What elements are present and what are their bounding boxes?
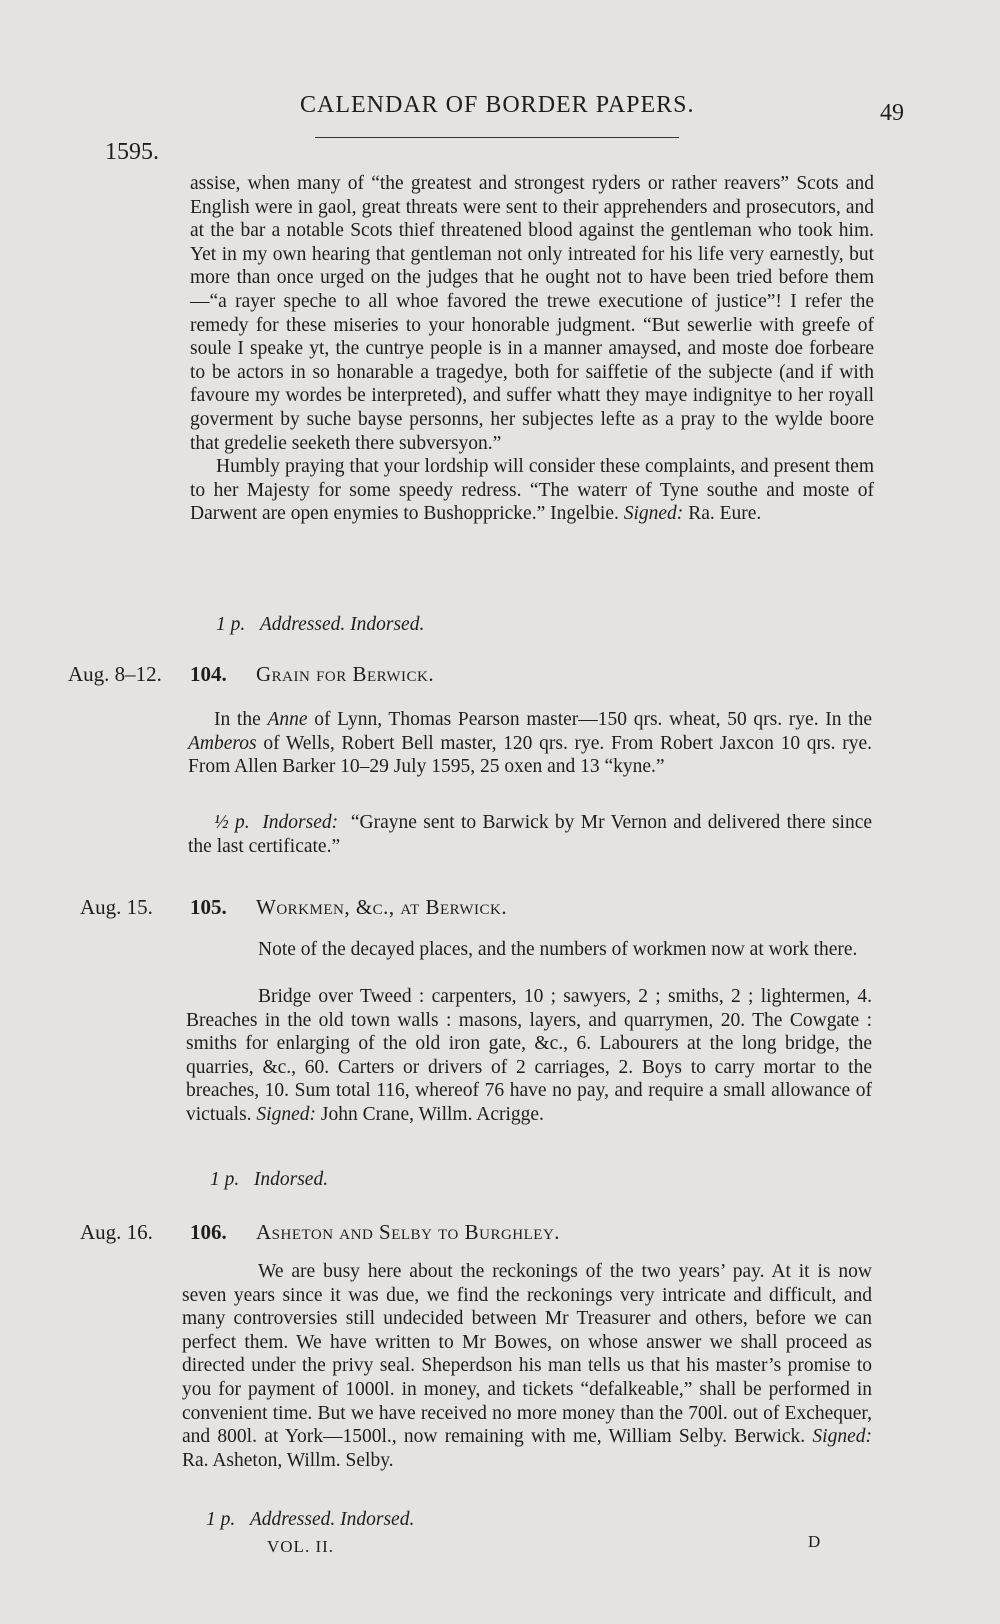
indorsed-label: Indorsed: bbox=[262, 812, 339, 833]
closing-paragraph bbox=[190, 455, 874, 526]
margin-year: 1595. bbox=[105, 139, 159, 165]
body-text: We are busy here about the reckonings of the two years’ pay. At it is now seven years since it was due, we find the reckonings very intricate and difficult, and many controversies still undecided between Mr Treasurer and others, before we can perfect them. We have written to Mr Bowes, on whose answer we shall proceed as directed under the privy seal. Sheperdson his man tells us that his master’s promise to you for payment of 1000l. in money, and tickets “defalkeable,” shall be performed in convenient time. But we have received no more money than the 700l. out of Exchequer, and 800l. at York—1500l., now remaining with me, William Selby. Berwick. bbox=[182, 1261, 872, 1448]
body-text: Bridge over Tweed : carpenters, 10 ; sawyers, 2 ; smiths, 2 ; lightermen, 4. Breaches in the old town walls : masons, layers, and quarrymen, 20. The Cowgate : smiths for enlarging of the old iron gate, &c., 6. Labourers at the long bridge, the quarries, &c., 60. Carters or drivers of 2 carriages, 2. Boys to carry mortar to the breaches, 10. Sum total 116, whereof 76 have no pay, and require a small allowance of victuals. bbox=[186, 986, 872, 1125]
entry-106-meta bbox=[206, 1508, 414, 1532]
entry-104-meta bbox=[188, 811, 872, 858]
endorsement-notes: Addressed. Indorsed. bbox=[259, 614, 425, 635]
entry-105-meta bbox=[210, 1168, 328, 1192]
body-text: of Lynn, Thomas Pearson master—150 qrs. wheat, 50 qrs. rye. In the bbox=[307, 709, 872, 730]
entry-105-paragraph bbox=[186, 985, 872, 1127]
entry-106-title: Asheton and Selby to Burghley. bbox=[256, 1220, 561, 1244]
ship-name: Amberos bbox=[188, 732, 257, 754]
entry-105-intro: Note of the decayed places, and the numbers of workmen now at work there. bbox=[258, 939, 858, 960]
body-text: In the bbox=[214, 709, 268, 730]
entry-106-paragraph bbox=[182, 1260, 872, 1472]
footer-volume: VOL. II. bbox=[267, 1537, 335, 1556]
body-text: of Wells, Robert Bell master, 120 qrs. rye. From Robert Jaxcon 10 qrs. rye. From Allen Barker 10–29 July 1595, 25 oxen and 13 “kyne.” bbox=[188, 732, 872, 778]
entry-104-number: 104. bbox=[190, 662, 227, 686]
page-count: 1 p. bbox=[206, 1509, 236, 1530]
continuation-meta bbox=[216, 613, 424, 637]
entry-106-number: 106. bbox=[190, 1220, 227, 1244]
footer-signature-mark: D bbox=[808, 1532, 821, 1551]
signer-names: John Crane, Willm. Acrigge. bbox=[320, 1103, 544, 1125]
page-number: 49 bbox=[880, 100, 904, 126]
entry-105-body bbox=[186, 985, 872, 1127]
page-count: 1 p. bbox=[210, 1169, 240, 1190]
running-header-title: CALENDAR OF BORDER PAPERS. bbox=[300, 92, 695, 118]
signed-label: Signed: bbox=[623, 503, 684, 525]
entry-104-title: Grain for Berwick. bbox=[256, 662, 435, 686]
indorsed-text: “Grayne sent to Barwick by Mr Vernon and delivered there since the last certificate.” bbox=[188, 812, 873, 857]
signer-names: Ra. Asheton, Willm. Selby. bbox=[182, 1449, 394, 1471]
entry-104-date: Aug. 8–12. bbox=[68, 662, 162, 686]
page-count: ½ p. bbox=[214, 812, 250, 833]
entry-105-date: Aug. 15. bbox=[80, 895, 153, 919]
signed-label: Signed: bbox=[812, 1426, 872, 1448]
ship-name: Anne bbox=[267, 709, 308, 730]
entry-104-body bbox=[188, 708, 872, 779]
entry-106-body bbox=[182, 1260, 872, 1472]
closing-text: Humbly praying that your lordship will consider these complaints, and present them to her Majesty for some speedy redress. “The waterr of Tyne southe and moste of Darwent are open enymies to Bushoppricke.” Ingelbie. bbox=[190, 456, 874, 525]
signed-label: Signed: bbox=[256, 1103, 316, 1125]
entry-105-number: 105. bbox=[190, 895, 227, 919]
header-rule bbox=[315, 137, 679, 138]
entry-106-date: Aug. 16. bbox=[80, 1220, 153, 1244]
page-count: 1 p. bbox=[216, 614, 246, 635]
continued-paragraph: assise, when many of “the greatest and strongest ryders or rather reavers” Scots and English were in gaol, great threats were sent to their apprehenders and prosecutors, and at the bar a notable Scots thief threatened blood against the gentleman who took him. Yet in my own hearing that gentleman not only intreated for his life very earnestly, but more than once urged on the judges that he ought not to have been tried before them—“a rayer speche to all whoe favored the trewe executione of justice”! I refer the remedy for these miseries to your honorable judgment. “But sewerlie with greefe of soule I speake yt, the cuntrye people is in a manner amaysed, and moste doe forbeare to be actors in so honarable a tragedye, both for saiffetie of the subjecte (and if with favoure my wordes be interpreted), and suffer whatt they maye indignitye to her royall goverment by suche bayse personns, her subjectes lefte as a pray to the wylde boore that gredelie seeketh there subversyon.” bbox=[190, 173, 874, 454]
endorsement-notes: Addressed. Indorsed. bbox=[249, 1509, 415, 1530]
endorsement-notes: Indorsed. bbox=[253, 1169, 329, 1190]
continued-letter bbox=[190, 172, 874, 526]
signer-name: Ra. Eure. bbox=[688, 503, 762, 525]
entry-105-title: Workmen, &c., at Berwick. bbox=[256, 895, 508, 919]
